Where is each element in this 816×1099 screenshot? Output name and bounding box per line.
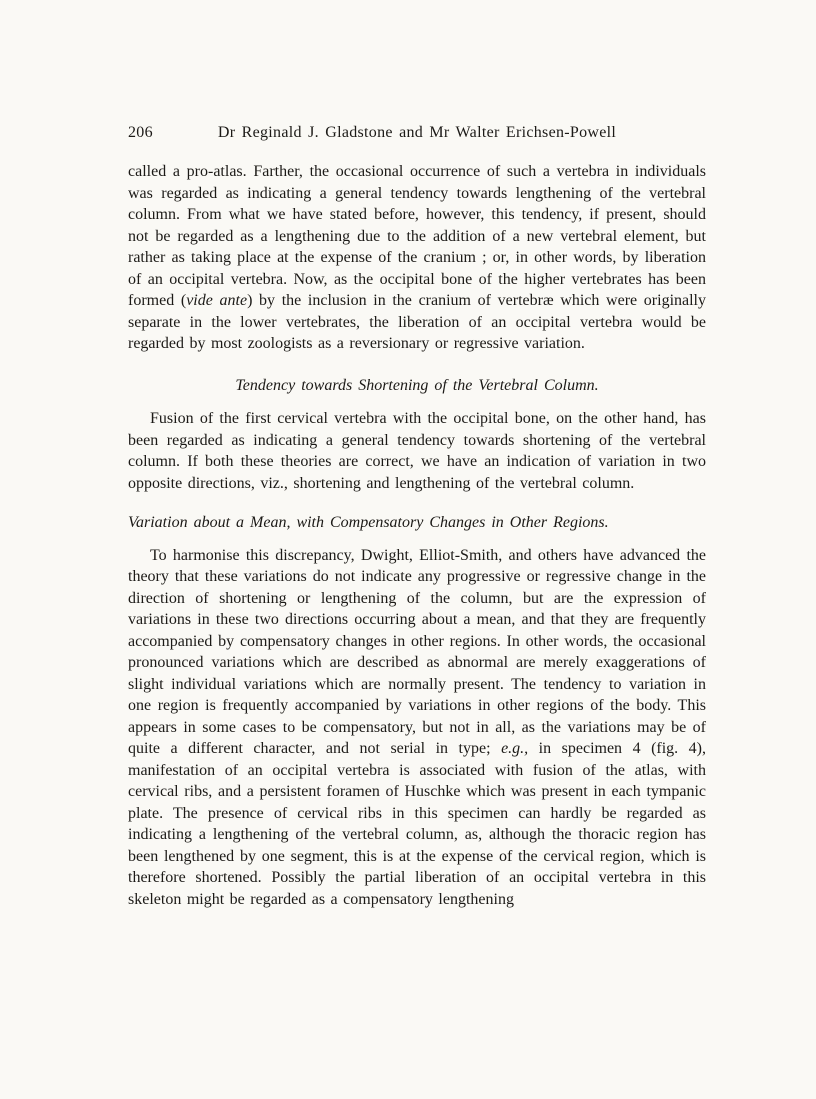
- paragraph-harmonise: [128, 545, 706, 911]
- text-run: ) by the inclusion in the cranium of vertebræ which were originally separate in the lower vertebrates, the liberation of an occipital vertebra would be regarded by most zoologists as a reversionary or regressive variation.: [128, 292, 707, 352]
- section-heading-shortening: Tendency towards Shortening of the Vertebral Column.: [235, 376, 599, 394]
- text-run: called a pro-atlas. Farther, the occasional occurrence of such a vertebra in individuals was regarded as indicating a general tendency towards lengthening of the vertebral column. From what we have stated before, however, this tendency, if present, should not be regarded as a lengthening due to the addition of a new vertebral element, but rather as taking place at the expense of the cranium ; or, in other words, by liberation of an occipital vertebra. Now, as the occipital bone of the higher vertebrates has been formed (: [128, 163, 706, 309]
- paragraph-continuation: [128, 161, 706, 355]
- paragraph-fusion: Fusion of the first cervical vertebra with the occipital bone, on the other hand, has been regarded as indicating a general tendency towards shortening of the vertebral column. If both these theories are correct, we have an indication of variation in two opposite directions, viz., shortening and lengthening of the vertebral column.: [128, 410, 706, 492]
- text-run: To harmonise this discrepancy, Dwight, Elliot-Smith, and others have advanced the theory that these variations do not indicate any progressive or regressive change in the direction of shortening or lengthening of the column, but are the expression of variations in these two directions occurring about a mean, and that they are frequently accompanied by compensatory changes in other regions. In other words, the occasional pronounced variations which are described as abnormal are merely exaggerations of slight individual variations which are normally present. The tendency to variation in one region is frequently accompanied by variations in other regions of the body. This appears in some cases to be compensatory, but not in all, as the variations may be of quite a different character, and not serial in type;: [128, 546, 706, 757]
- text-run-italic-vide-ante: vide ante: [186, 292, 248, 309]
- text-run-italic-eg: e.g.,: [501, 740, 529, 757]
- section-heading-variation-mean: Variation about a Mean, with Compensatory Changes in Other Regions.: [128, 514, 609, 531]
- page-number: 206: [128, 124, 153, 141]
- page-header: [128, 122, 706, 144]
- text-run: in specimen 4 (fig. 4), manifestation of an occipital vertebra is associated with fusion of the atlas, with cervical ribs, and a persistent foramen of Huschke which was present in each tympanic plate. The presence of cervical ribs in this specimen can hardly be regarded as indicating a lengthening of the vertebral column, as, although the thoracic region has been lengthened by one segment, this is at the expense of the cervical region, which is therefore shortened. Possibly the partial liberation of an occipital vertebra in this skeleton might be regarded as a compensatory lengthening: [128, 740, 707, 908]
- running-title: Dr Reginald J. Gladstone and Mr Walter Erichsen-Powell: [217, 124, 617, 141]
